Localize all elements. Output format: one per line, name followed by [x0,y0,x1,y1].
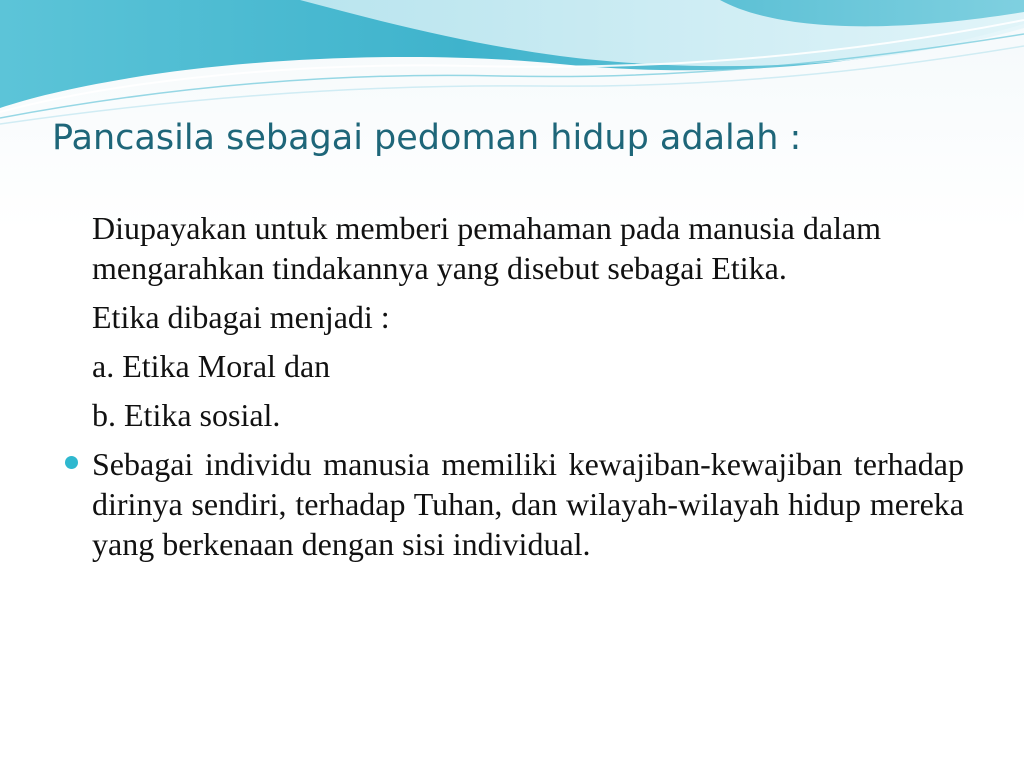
slide-body [92,208,964,564]
bullet-item-text: Sebagai individu manusia memiliki kewajiban-kewajiban terhadap dirinya sendiri, terhadap Tuhan, dan wilayah-wilayah hidup mereka yang berkenaan dengan sisi individual. [92,446,964,562]
paragraph-etika-definition: Diupayakan untuk memberi pemahaman pada manusia dalam mengarahkan tindakannya yang disebut sebagai Etika. [92,210,882,286]
paragraph-etika-division: Etika dibagai menjadi : [92,299,390,335]
bullet-item-individu [92,444,964,564]
wave-header-decoration [0,0,1024,130]
bullet-dot-icon [65,456,78,469]
list-item-etika-moral: a. Etika Moral dan [92,348,331,384]
list-item-etika-sosial: b. Etika sosial. [92,397,281,433]
slide-title: Pancasila sebagai pedoman hidup adalah : [52,118,802,158]
